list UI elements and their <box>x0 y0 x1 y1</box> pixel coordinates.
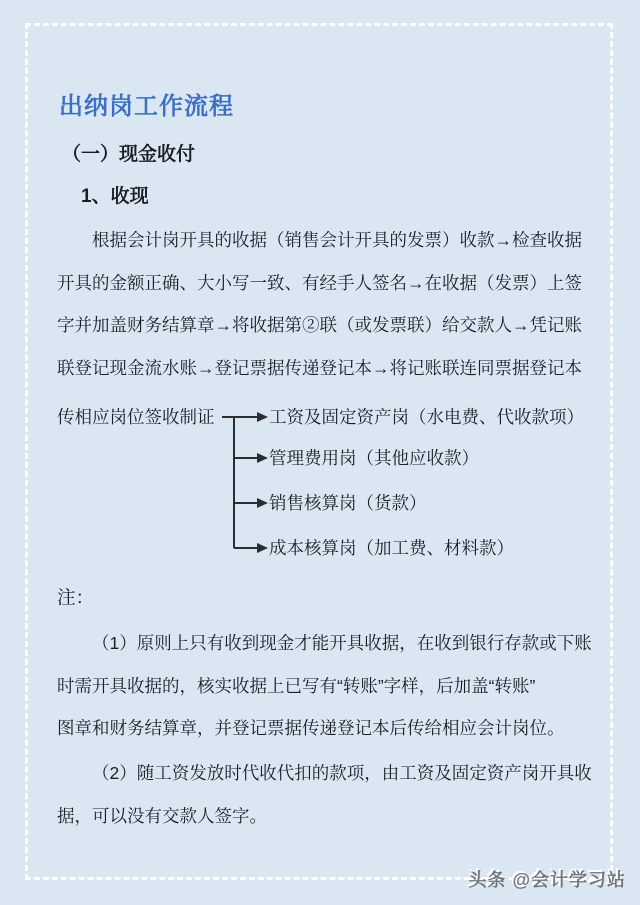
paragraph-line: 开具的金额正确、大小写一致、有经手人签名→在收据（发票）上签 <box>57 272 582 293</box>
branch-diagram <box>57 400 587 570</box>
note-item-1 <box>57 622 592 750</box>
note-line: 据，可以没有交款人签字。 <box>57 805 267 826</box>
note-item-2 <box>57 752 592 837</box>
branch-tree-right-arrows-icon <box>218 400 270 560</box>
page-title: 出纳岗工作流程 <box>59 93 234 120</box>
note-line: 图章和财务结算章，并登记票据传递登记本后传给相应会计岗位。 <box>57 718 565 738</box>
paragraph-line: 联登记现金流水账→登记票据传递登记本→将记账联连同票据登记本 <box>57 357 582 378</box>
subsection-heading: 1、收现 <box>81 186 149 207</box>
notes-label: 注： <box>57 587 95 608</box>
note-line: 时需开具收据的，核实收据上已写有“转账”字样，后加盖“转账” <box>57 675 536 696</box>
diagram-lead-text: 传相应岗位签收制证 <box>57 407 215 427</box>
paragraph-line: 字并加盖财务结算章→将收据第②联（或发票联）给交款人→凭记账 <box>57 315 582 335</box>
diagram-branch-label: 工资及固定资产岗（水电费、代收款项） <box>269 407 584 427</box>
note-line: （2）随工资发放时代收代扣的款项，由工资及固定资产岗开具收 <box>92 763 592 783</box>
diagram-branch-label: 管理费用岗（其他应收款） <box>269 448 479 468</box>
note-line: （1）原则上只有收到现金才能开具收据，在收到银行存款或下账 <box>92 633 592 653</box>
diagram-branch-label: 成本核算岗（加工费、材料款） <box>269 538 514 558</box>
paragraph-line: 根据会计岗开具的收据（销售会计开具的发票）收款→检查收据 <box>92 230 582 250</box>
flow-paragraph <box>57 219 587 389</box>
diagram-branch-label: 销售核算岗（货款） <box>269 493 427 513</box>
watermark: 头条 @会计学习站 <box>468 870 626 890</box>
section-heading: （一）现金收付 <box>62 144 196 165</box>
